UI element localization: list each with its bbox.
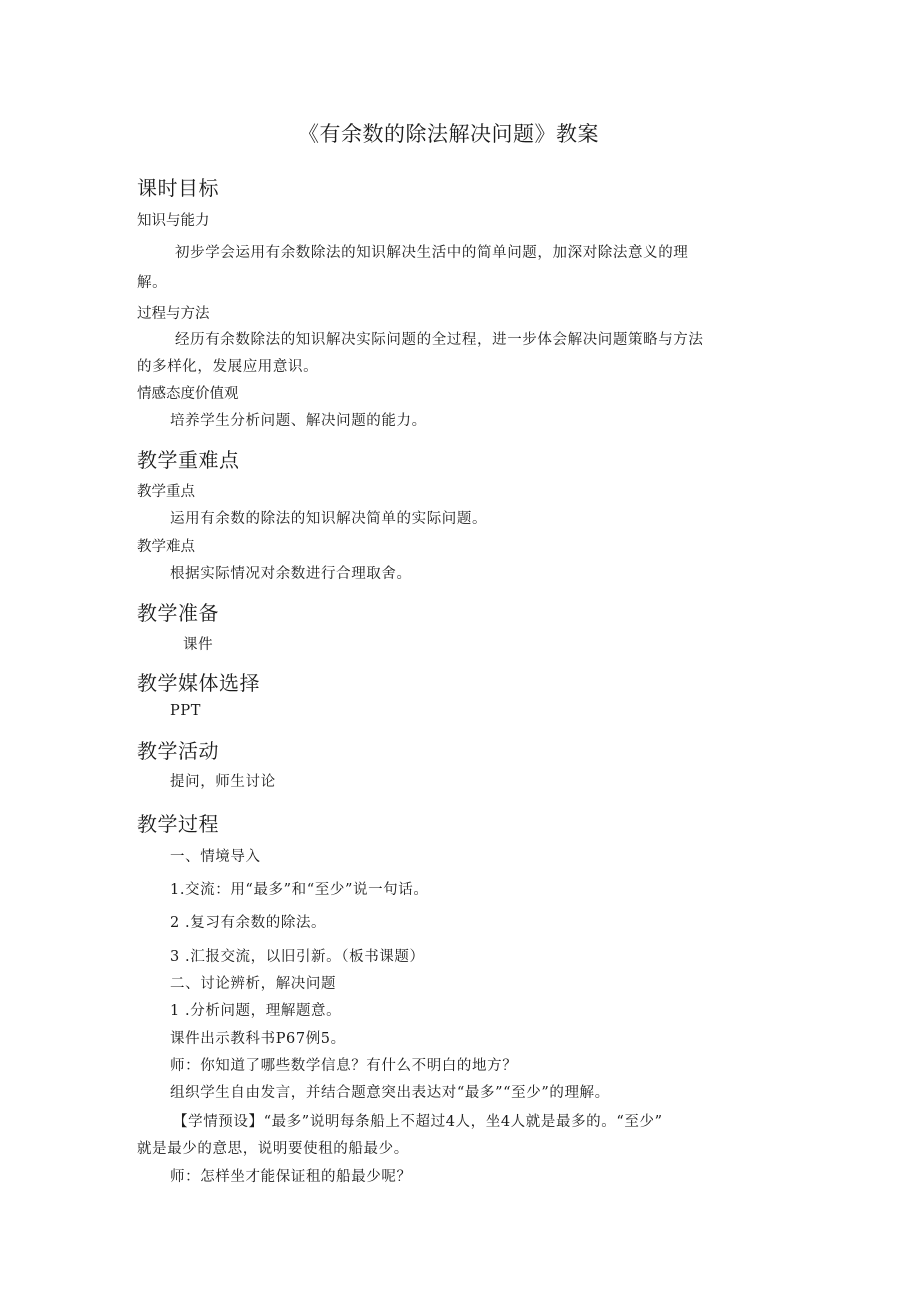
process-line: 课件出示教科书P67例5。 xyxy=(170,1031,346,1047)
activities-text: 提问，师生讨论 xyxy=(170,774,276,790)
difficulty-label: 教学难点 xyxy=(137,539,195,555)
process-line: 一、情境导入 xyxy=(170,849,261,865)
process-heading: 教学过程 xyxy=(137,812,219,836)
process-line: 就是最少的意思，说明要使租的船最少。 xyxy=(137,1141,409,1157)
activities-heading: 教学活动 xyxy=(137,739,219,763)
preparation-text: 课件 xyxy=(183,637,214,653)
process-line: 师：怎样坐才能保证租的船最少呢？ xyxy=(170,1169,412,1185)
process-text-line-1: 经历有余数除法的知识解决实际问题的全过程，进一步体会解决问题策略与方法 xyxy=(175,332,704,348)
key-points-heading: 教学重难点 xyxy=(137,448,240,472)
process-text-line-2: 的多样化，发展应用意识。 xyxy=(137,359,319,375)
knowledge-text-line-1: 初步学会运用有余数除法的知识解决生活中的简单问题，加深对除法意义的理 xyxy=(175,245,689,261)
process-line: 3 .汇报交流，以旧引新。（板书课题） xyxy=(170,949,425,965)
emotion-label: 情感态度价值观 xyxy=(137,386,239,402)
process-line: 【学情预设】“最多”说明每条船上不超过4人，坐4人就是最多的。“至少” xyxy=(173,1114,663,1130)
process-line: 1 .分析问题，理解题意。 xyxy=(170,1003,342,1019)
process-line: 师：你知道了哪些数学信息？有什么不明白的地方？ xyxy=(170,1058,518,1074)
process-line: 2 .复习有余数的除法。 xyxy=(170,915,327,931)
process-line: 组织学生自由发言，并结合题意突出表达对“最多”“至少”的理解。 xyxy=(170,1085,610,1101)
process-line: 1.交流：用“最多”和“至少”说一句话。 xyxy=(170,882,429,898)
knowledge-label: 知识与能力 xyxy=(137,213,210,229)
emotion-text: 培养学生分析问题、解决问题的能力。 xyxy=(170,413,427,429)
knowledge-text-line-2: 解。 xyxy=(137,275,168,291)
objectives-heading: 课时目标 xyxy=(137,176,219,200)
media-text: PPT xyxy=(170,703,201,719)
preparation-heading: 教学准备 xyxy=(137,601,219,625)
process-label: 过程与方法 xyxy=(137,306,210,322)
difficulty-text: 根据实际情况对余数进行合理取舍。 xyxy=(170,566,412,582)
focus-label: 教学重点 xyxy=(137,484,195,500)
focus-text: 运用有余数的除法的知识解决简单的实际问题。 xyxy=(170,511,488,527)
media-heading: 教学媒体选择 xyxy=(137,671,260,695)
process-line: 二、讨论辨析，解决问题 xyxy=(170,976,337,992)
document-title: 《有余数的除法解决问题》教案 xyxy=(298,122,599,146)
